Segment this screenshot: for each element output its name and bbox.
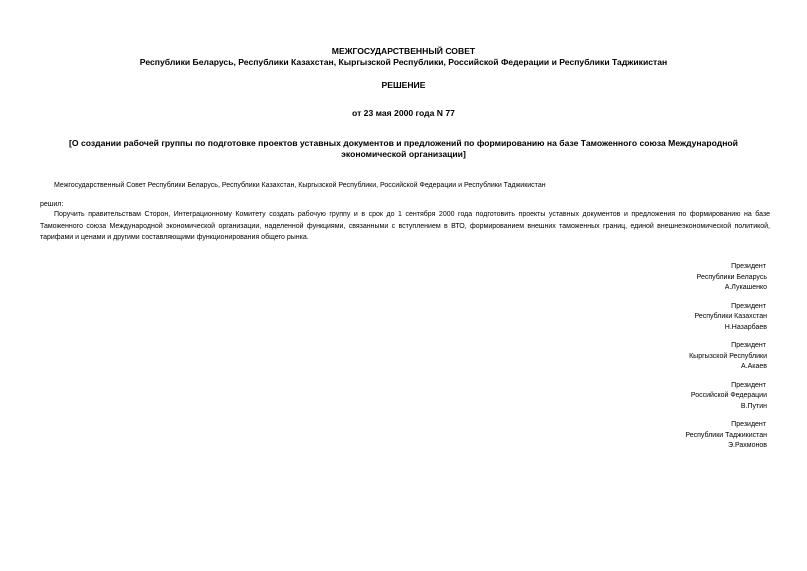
council-heading: МЕЖГОСУДАРСТВЕННЫЙ СОВЕТ <box>331 46 476 56</box>
signature-block-kyrgyzstan <box>567 341 767 373</box>
signature-name: А.Акаев <box>740 363 767 370</box>
resolved-label: решил: <box>40 201 64 208</box>
signature-name: В.Путин <box>740 402 767 410</box>
signature-country: Республики Таджикистан <box>685 431 767 439</box>
signature-name: А.Лукашенко <box>724 284 767 291</box>
signature-title: Президент <box>731 342 766 349</box>
member-states-heading: Республики Беларусь, Республики Казахстан, Кыргызской Республики, Российской Федерации и Республики Таджикистан <box>139 57 668 67</box>
signature-title: Президент <box>731 302 766 310</box>
signature-title: Президент <box>731 421 766 428</box>
document-type-heading: РЕШЕНИЕ <box>381 80 426 90</box>
subject-heading: [О создании рабочей группы по подготовке проектов уставных документов и предложений по формированию на базе Таможенного союза Международной экономической организации] <box>69 138 738 159</box>
date-number-heading: от 23 мая 2000 года N 77 <box>352 108 455 118</box>
signature-title: Президент <box>731 263 766 270</box>
signature-block-tajikistan <box>567 420 767 452</box>
signature-country: Российской Федерации <box>690 392 767 399</box>
signature-title: Президент <box>731 381 766 389</box>
intro-paragraph: Межгосударственный Совет Республики Беларусь, Республики Казахстан, Кыргызской Республики, Российской Федерации и Республики Таджикистан <box>54 182 546 189</box>
resolution-paragraph: Поручить правительствам Сторон, Интеграционному Комитету создать рабочую группу и в срок до 1 сентября 2000 года подготовить проекты уставных документов и предложения по формированию на базе Таможенного союза Международной экономической организации, наделенной функциями, связанными с вступлением в ВТО, формированием внешних таможенных границ, единой внешнеэкономической политикой, тарифами и ценами и другими составляющими функционирования общего рынка. <box>40 211 770 241</box>
signature-country: Республики Беларусь <box>696 273 767 281</box>
signature-block-russia <box>567 381 767 413</box>
signature-country: Республики Казахстан <box>694 313 767 320</box>
signature-block-belarus <box>567 262 767 294</box>
signature-name: Э.Рахмонов <box>728 442 767 449</box>
signature-list <box>567 262 767 460</box>
signature-country: Кыргызской Республики <box>689 352 767 360</box>
signature-name: Н.Назарбаев <box>724 323 767 331</box>
signature-block-kazakhstan <box>567 302 767 334</box>
